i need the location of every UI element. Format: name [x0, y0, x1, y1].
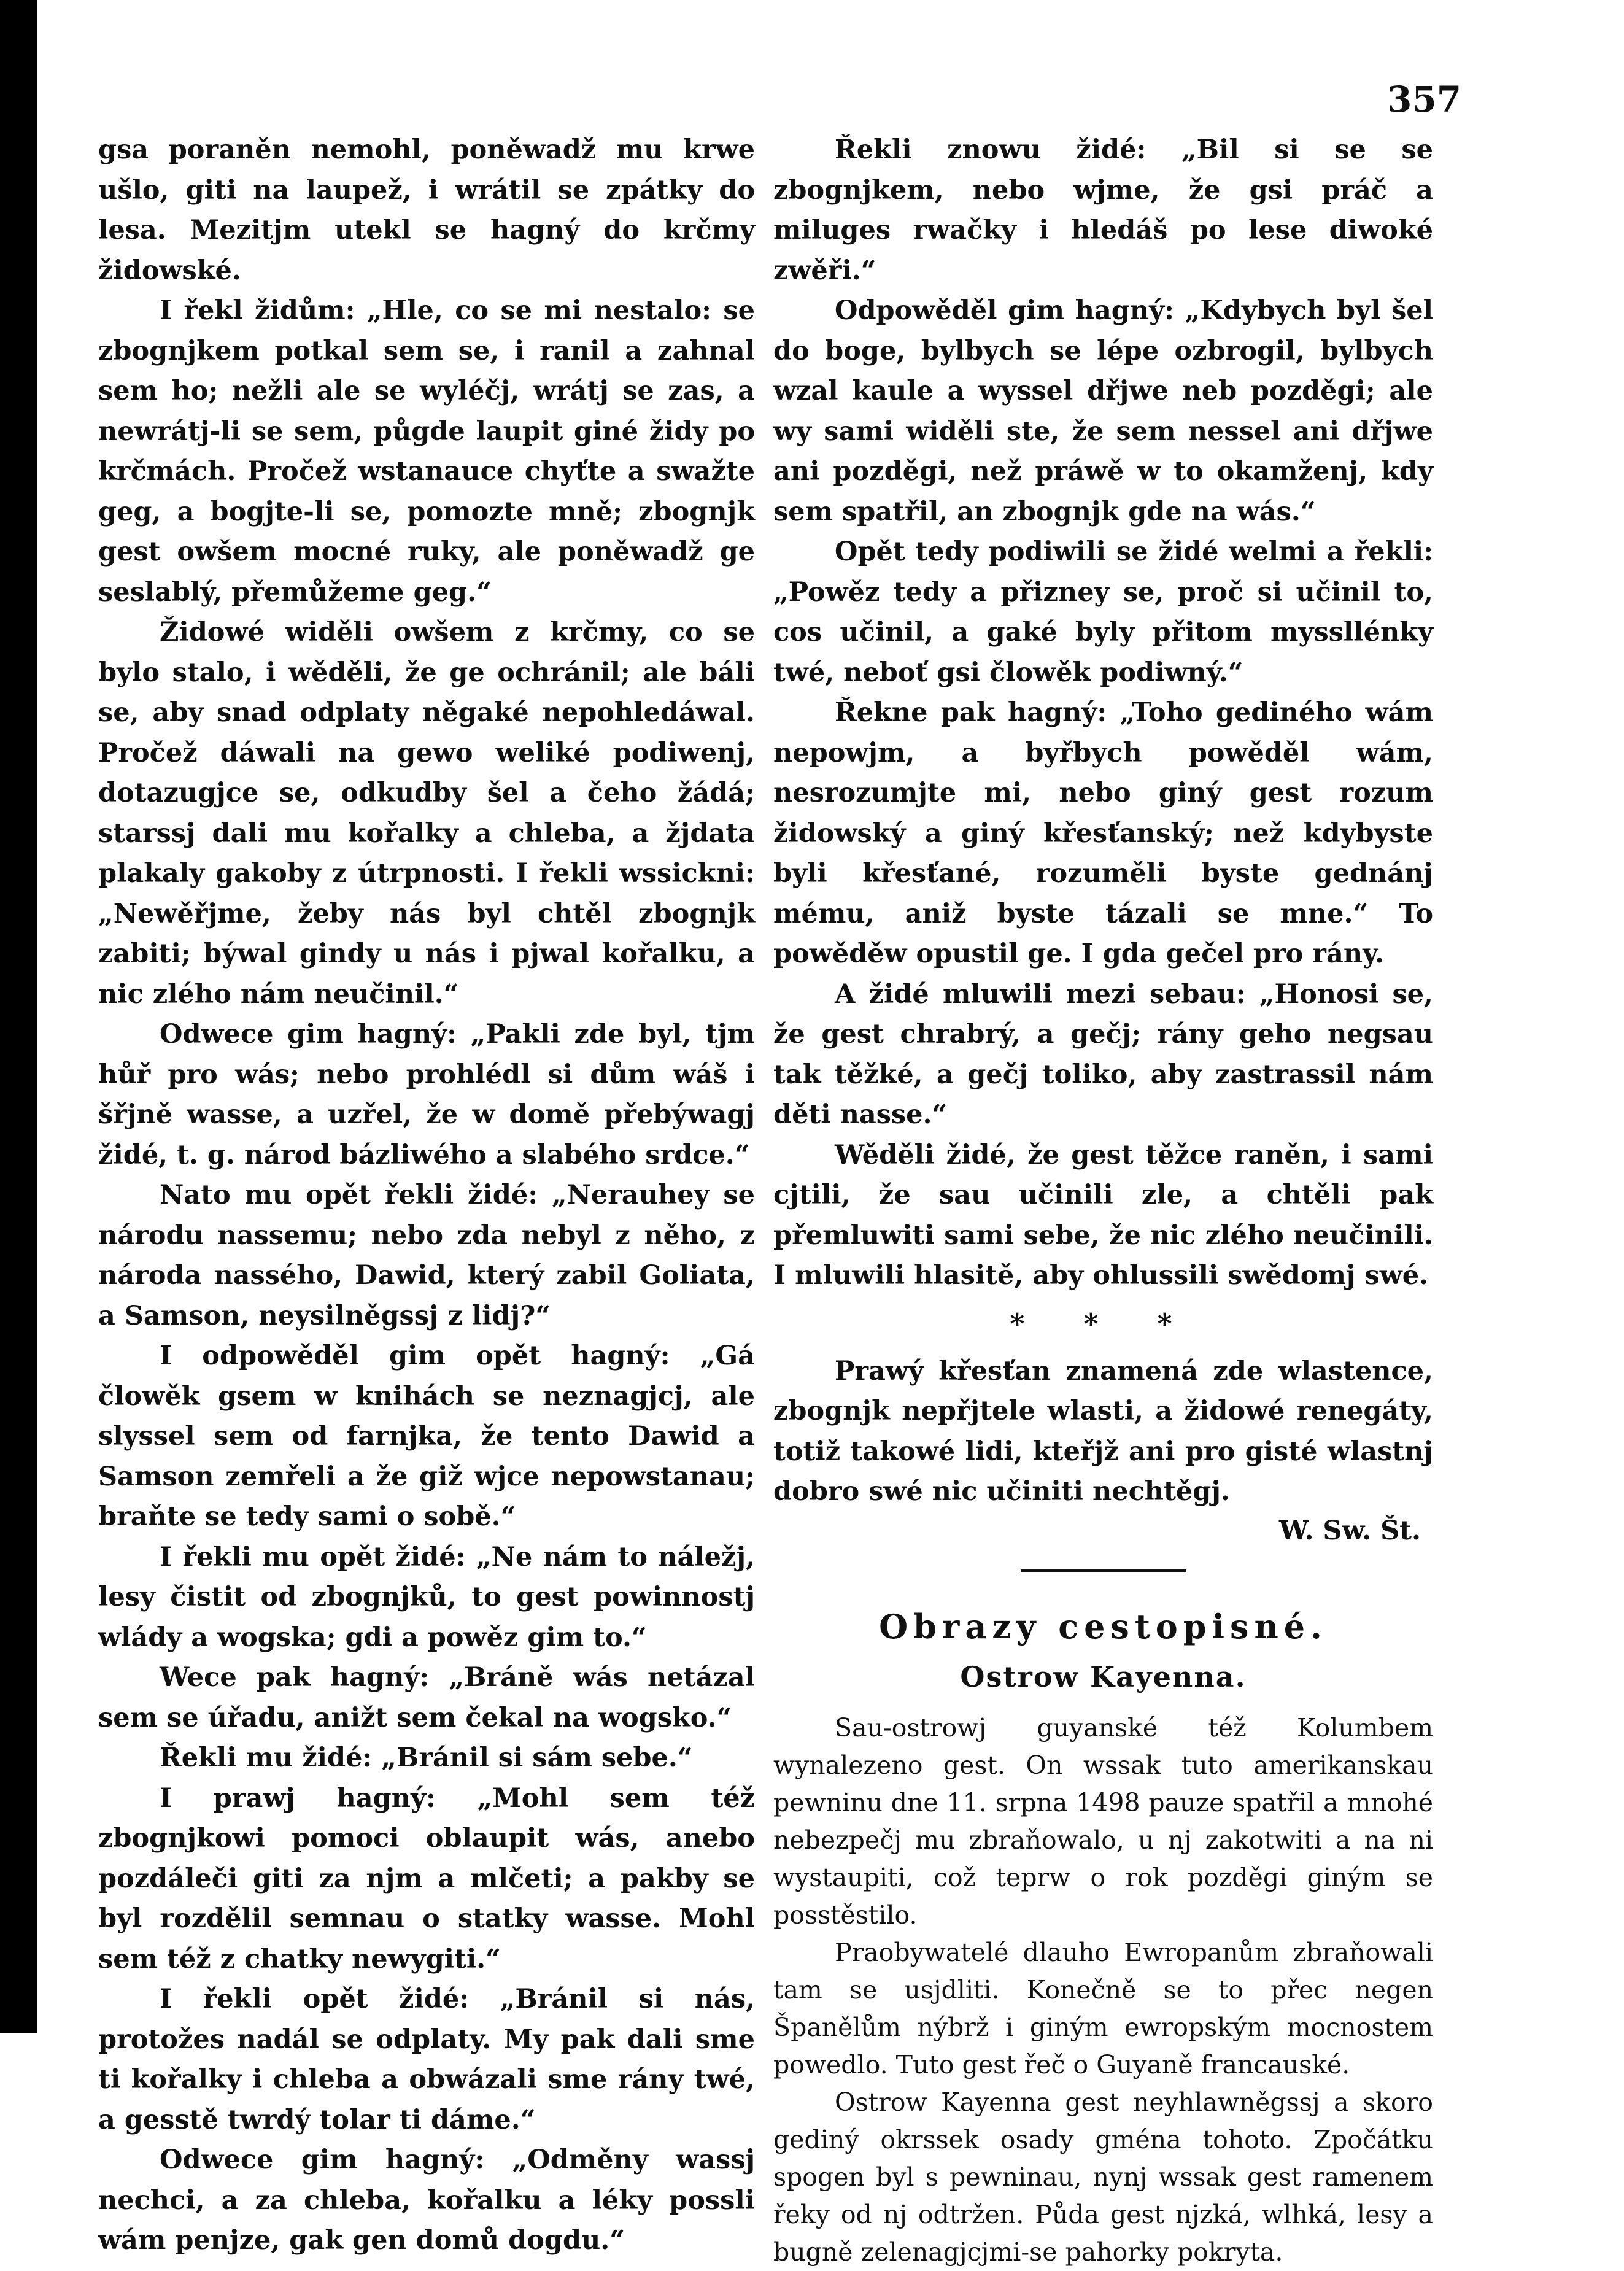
left-column: [98, 130, 755, 2261]
paragraph: Řekne pak hagný: „Toho gediného wám nepowjm, a byřbych powěděl wám, nesrozumjte mi, nebo giný gest rozum židowský a giný křesťanský; než kdybyste byli křesťané, rozuměli byste gednánj mému, aniž byste tázali se mne.“ To powěděw opustil ge. I gda gečel pro rány.: [773, 697, 1433, 969]
section-title: Obrazy cestopisné.: [879, 1607, 1328, 1646]
closing-paragraph: Prawý křesťan znamená zde wlastence, zbognjk nepřjtele wlasti, a židowé renegáty, totiž takowé lidi, kteřjž ani pro gisté wlastnj dobro swé nic učiniti nechtěgj.: [773, 1355, 1433, 1507]
page-edge-shadow: [0, 0, 44, 2033]
right-column: [773, 130, 1433, 2271]
page-number: 357: [1387, 79, 1462, 120]
paragraph: Odwece gim hagný: „Pakli zde byl, tjm hůř pro wás; nebo prohlédl si dům wáš i šřjně wasse, a uzřel, že w domě přebýwagj židé, t. g. národ bázliwého a slabého srdce.“: [98, 1019, 755, 1170]
paragraph: A židé mluwili mezi sebau: „Honosi se, že gest chrabrý, a gečj; rány geho negsau tak těžké, a gečj toliko, aby zastrassil nám děti nasse.“: [773, 978, 1433, 1130]
paragraph: I prawj hagný: „Mohl sem též zbognjkowi pomoci oblaupit wás, anebo pozdáleči giti za njm a mlčeti; a pakby se byl rozdělil semnau o statky wasse. Mohl sem též z chatky newygiti.“: [98, 1782, 755, 1975]
author-signature: W. Sw. Št.: [1278, 1515, 1421, 1546]
paragraph: Řekli znowu židé: „Bil si se se zbognjkem, nebo wjme, že gsi práč a miluges rwačky i hledáš po lese diwoké zwěři.“: [773, 134, 1433, 286]
section-subtitle: Ostrow Kayenna.: [960, 1660, 1247, 1693]
paragraph: Židowé widěli owšem z krčmy, co se bylo stalo, i wěděli, že ge ochránil; ale báli se, aby snad odplaty něgaké nepohledáwal. Pročež dáwali na gewo weliké podiwenj, dotazugjce se, odkudby šel a čeho žádá; starssj dali mu kořalky a chleba, a žjdata plakaly gakoby z útrpnosti. I řekli wssickni: „Newěřjme, žeby nás byl chtěl zbognjk zabiti; býwal gindy u nás i pjwal kořalku, a nic zlého nám neučinil.“: [98, 617, 755, 1010]
divider-rule: [1021, 1569, 1186, 1572]
paragraph: I řekli mu opět židé: „Ne nám to náležj, lesy čistit od zbognjků, to gest powinnostj wlády a wogska; gdi a powěz gim to.“: [98, 1541, 755, 1653]
paragraph: Nato mu opět řekli židé: „Nerauhey se národu nassemu; nebo zda nebyl z něho, z národa nassého, Dawid, který zabil Goliata, a Samson, neysilněgssj z lidj?“: [98, 1180, 755, 1331]
paragraph: Praobywatelé dlauho Ewropanům zbraňowali tam se usjdliti. Konečně se to přec negen Španělům nýbrž i giným ewropským mocnostem powedlo. Tuto gest řeč o Guyaně francauské.: [773, 1938, 1433, 2079]
paragraph: I řekl židům: „Hle, co se mi nestalo: se zbognjkem potkal sem se, i ranil a zahnal sem ho; nežli ale se wyléčj, wrátj se zas, a newrátj-li se sem, půgde laupit giné židy po krčmách. Pročež wstanauce chyťte a swažte geg, a bogjte-li se, pomozte mně; zbognjk gest owšem mocné ruky, ale poněwadž ge seslablý, přemůžeme geg.“: [98, 295, 755, 608]
paragraph: I řekli opět židé: „Bránil si nás, protožes nadál se odplaty. My pak dali sme ti kořalky i chleba a obwázali sme rány twé, a gesstě twrdý tolar ti dáme.“: [98, 1984, 755, 2135]
paragraph: I odpowěděl gim opět hagný: „Gá člowěk gsem w knihách se neznagjcj, ale slyssel sem od farnjka, že tento Dawid a Samson zemřeli a že giž wjce nepowstanau; braňte se tedy sami o sobě.“: [98, 1341, 755, 1532]
section-break-stars: * * *: [1010, 1307, 1197, 1341]
paragraph: Odpowěděl gim hagný: „Kdybych byl šel do boge, bylbych se lépe ozbrogil, bylbych wzal kaule a wyssel dřjwe neb pozděgi; ale wy sami widěli ste, že sem nessel ani dřjwe ani pozděgi, než práwě w to okamženj, kdy sem spatřil, an zbognjk gde na wás.“: [773, 295, 1433, 527]
paragraph: Wěděli židé, že gest těžce raněn, i sami cjtili, že sau učinili zle, a chtěli pak přemluwiti sami sebe, že nic zlého neučinili. I mluwili hlasitě, aby ohlussili swědomj swé.: [773, 1139, 1433, 1291]
paragraph: Wece pak hagný: „Bráně wás netázal sem se úřadu, anižt sem čekal na wogsko.“: [98, 1662, 755, 1733]
paragraph: Opět tedy podiwili se židé welmi a řekli: „Powěz tedy a přizney se, proč si učinil to, cos učinil, a gaké byly přitom myssllénky twé, neboť gsi člowěk podiwný.“: [773, 536, 1433, 688]
paragraph: Řekli mu židé: „Bránil si sám sebe.“: [160, 1743, 693, 1773]
paragraph: Odwece gim hagný: „Odměny wassj nechci, a za chleba, kořalku a léky possli wám penjze, gak gen domů dogdu.“: [98, 2145, 755, 2256]
paragraph: gsa poraněn nemohl, poněwadž mu krwe ušlo, giti na laupež, i wrátil se zpátky do lesa. Mezitjm utekl se hagný do krčmy židowské.: [98, 134, 755, 286]
paragraph: Sau-ostrowj guyanské též Kolumbem wynalezeno gest. On wssak tuto amerikanskau pewninu dne 11. srpna 1498 pauze spatřil a mnohé nebezpečj mu zbraňowalo, u nj zakotwiti a na ni wystaupiti, což teprw o rok pozděgi giným se posstěstilo.: [773, 1713, 1433, 1930]
paragraph: Ostrow Kayenna gest neyhlawněgssj a skoro gediný okrssek osady gména tohoto. Zpočátku spogen byl s pewninau, nynj wssak gest ramenem řeky od nj odtržen. Půda gest njzká, wlhká, lesy a bugně zelenagjcjmi-se pahorky pokryta.: [773, 2087, 1433, 2267]
